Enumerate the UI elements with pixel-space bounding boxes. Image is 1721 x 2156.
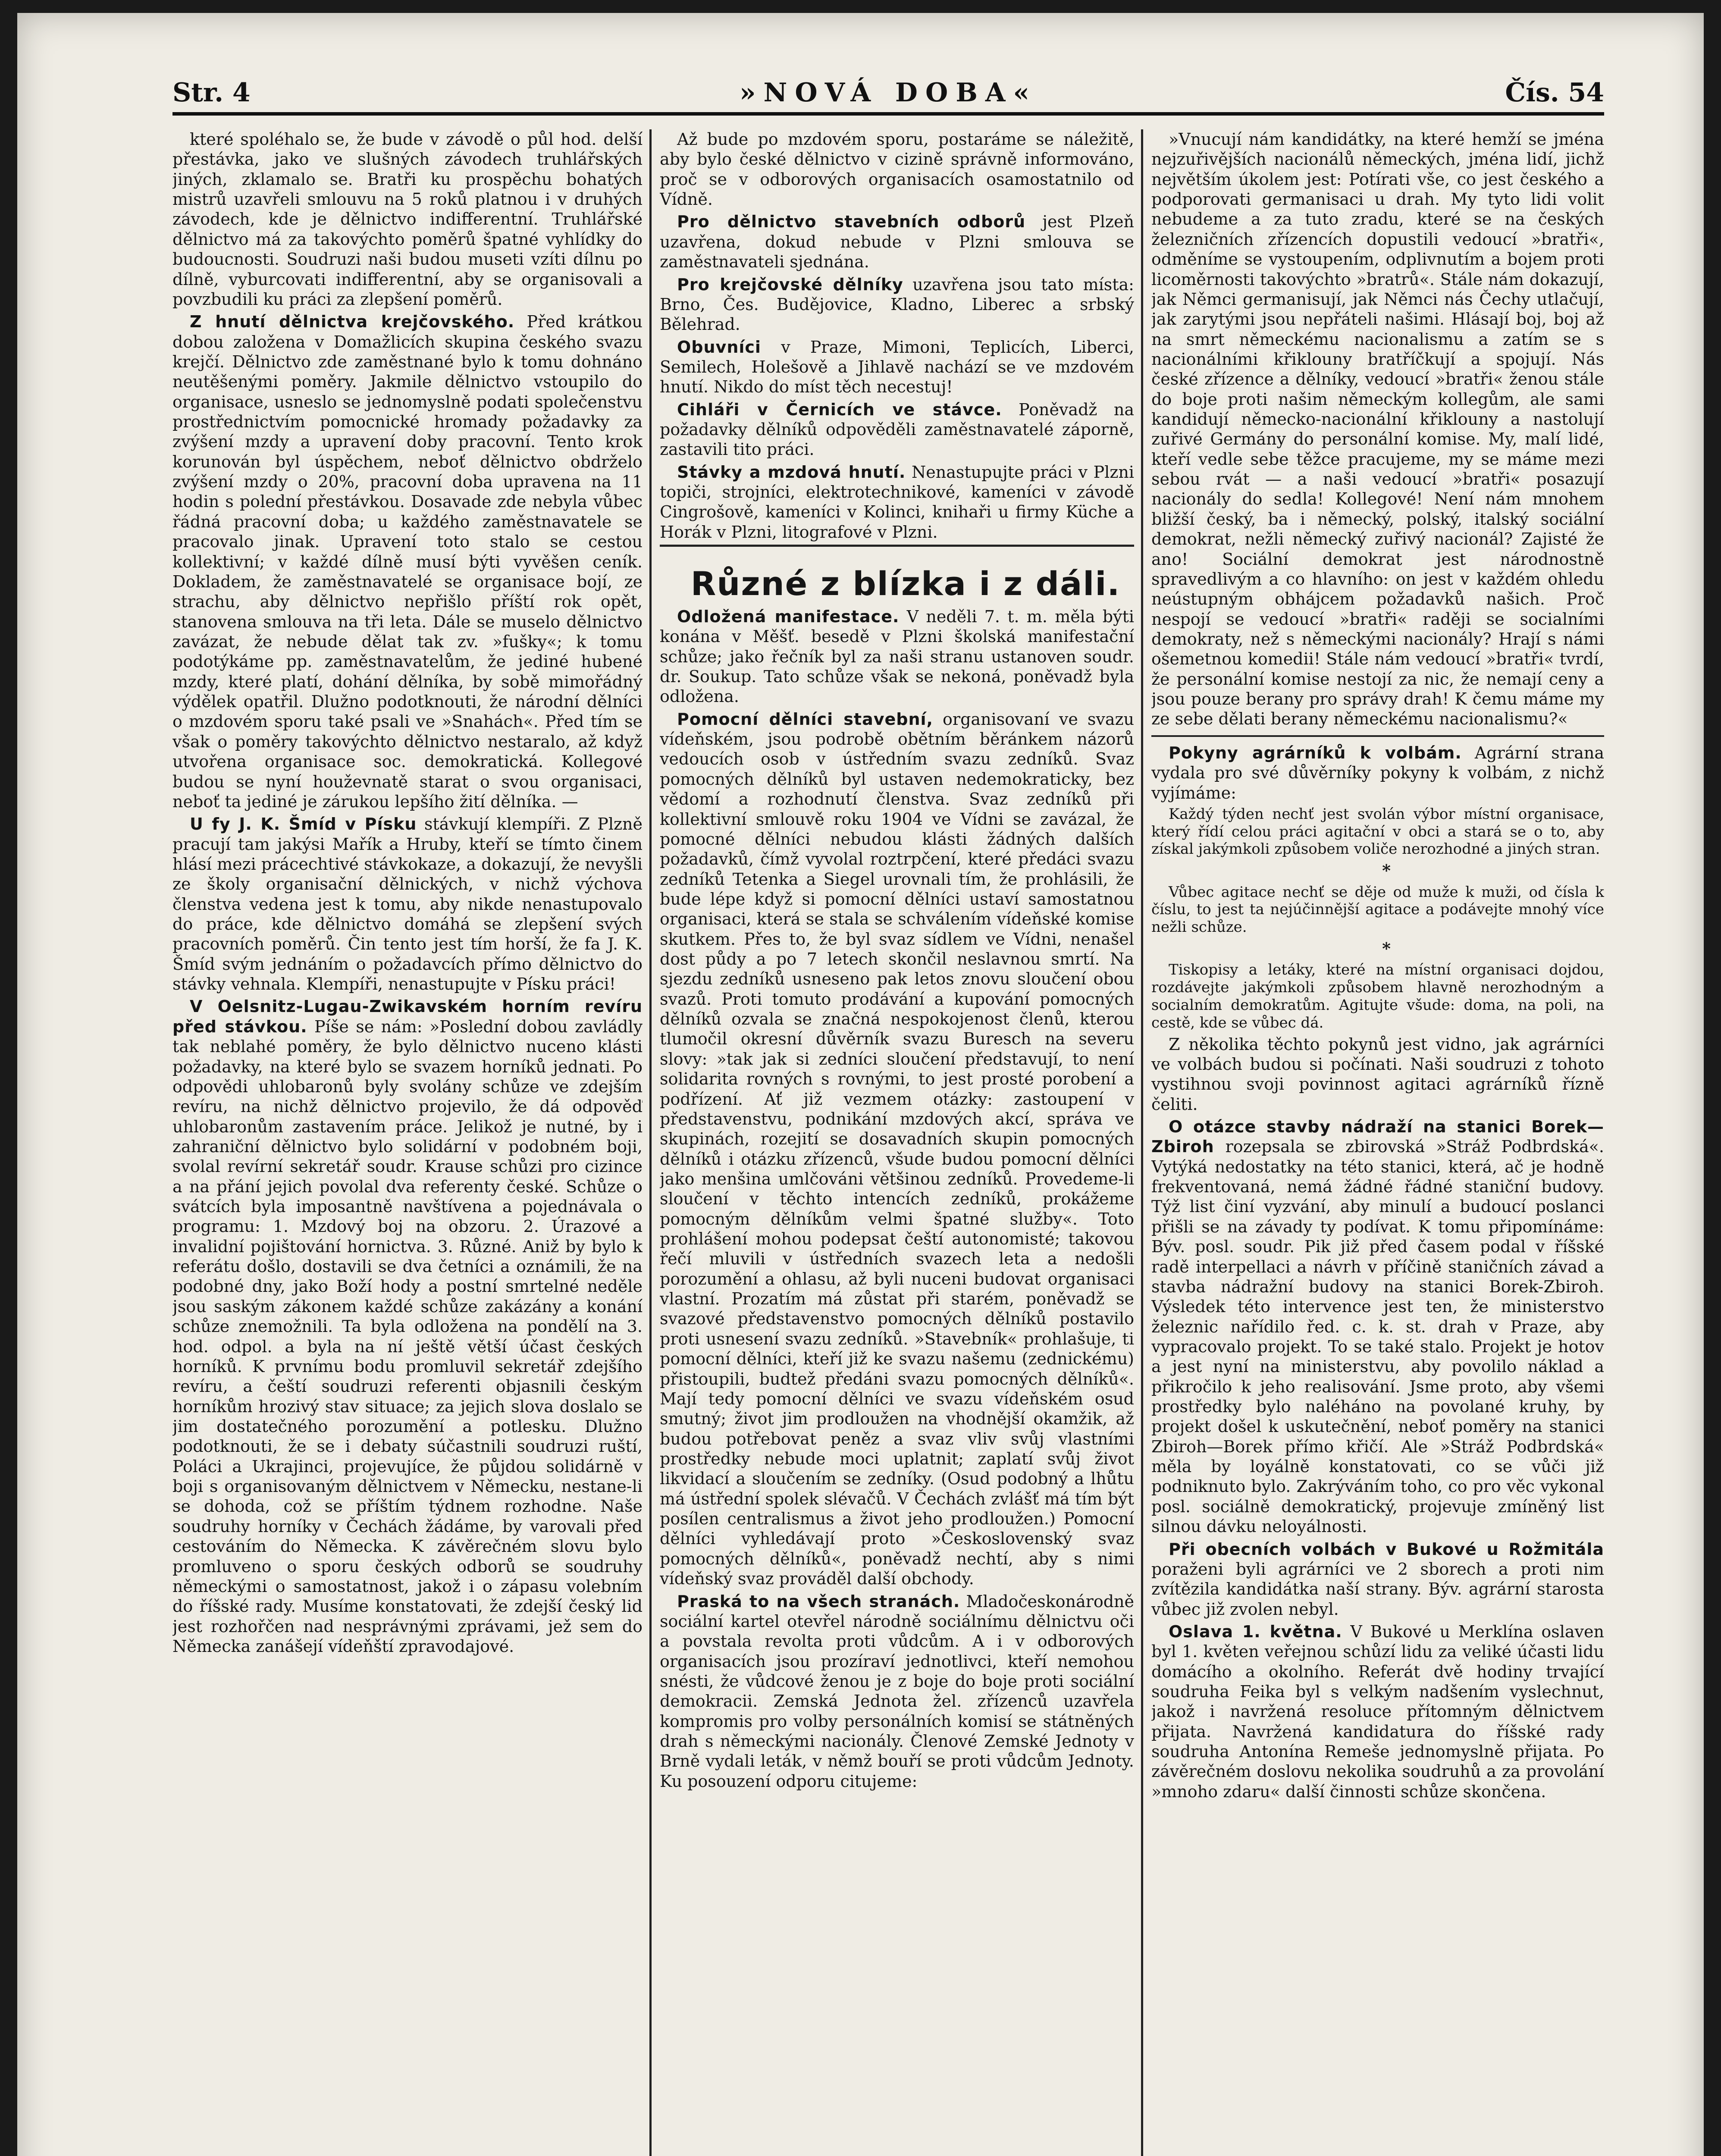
article-body: uzavřena jsou tato místa: Brno, Čes. Budějovice, Kladno, Liberec a srbský Bělehrad. xyxy=(660,275,1134,334)
article-heading: Pokyny agrárníků k volbám. xyxy=(1169,743,1462,762)
article-body: poraženi byli agrárníci ve 2 sborech a proti nim zvítězila kandidátka naší strany. Býv. agrární starosta vůbec již zvolen nebyl. xyxy=(1151,1559,1604,1619)
notice-tailors xyxy=(660,275,1134,335)
notice-strikes xyxy=(660,462,1134,542)
article-oelsnitz-strike xyxy=(172,997,643,1656)
page-number: Str. 4 xyxy=(172,78,251,108)
quoted-instruction: Tiskopisy a letáky, které na místní organisaci dojdou, rozdávejte jakýmkoli způsobem hlavně nerozhodným a socialním demokratům. Agitujte všude: doma, na poli, na cestě, kde se vůbec dá. xyxy=(1151,961,1604,1031)
article-body: V Bukové u Merklína oslaven byl 1. květen veřejnou schůzí lidu za veliké účasti lidu domácího a okolního. Referát dvě hodiny trvající soudruha Feika byl s velkým nadšením vyslechnut, jakož i navržená resoluce přítomným dělnictvem přijata. Navržená kandidatura do říšské rady soudruha Antonína Remeše jednomyslně přijata. Po závěrečném doslovu nekolika soudruhů a za provolání »mnoho zdaru« další činnosti schůze skončena. xyxy=(1151,1622,1604,1801)
article-heading: Praská to na všech stranách. xyxy=(677,1592,960,1611)
article-heading: Oslava 1. května. xyxy=(1169,1622,1342,1641)
article-may-day xyxy=(1151,1622,1604,1802)
article-bukova-elections xyxy=(1151,1539,1604,1619)
article-heading: Cihláři v Černicích ve stávce. xyxy=(677,400,1002,419)
article-construction-helpers xyxy=(660,709,1134,1589)
article-tailors-movement xyxy=(172,312,643,812)
paragraph: Z několika těchto pokynů jest vidno, jak agrárníci ve volbách budou si počínati. Naši soudruzi z tohoto vystihnou svoji povinnost agitaci agrárníků řízně čeliti. xyxy=(1151,1034,1604,1114)
page-header xyxy=(172,73,1604,116)
article-body: Poněvadž na požadavky dělníků odpověděli zaměstnavatelé záporně, zastavili tito práci. xyxy=(660,400,1134,459)
article-heading: O otázce stavby nádraží na stanici Borek—Zbiroh xyxy=(1151,1117,1604,1156)
article-body: stávkují klempíři. Z Plzně pracují tam jakýsi Mařík a Hruby, kteří se tímto činem hlásí mezi prácechtivé stávkokaze, a dokazují, že nevyšli ze školy organisační dělnických, v nichž výchova členstva vedena jest k tomu, aby nikde nenastupovalo do práce, kde dělnictvo domáhá se zlepšení svých pracovních poměrů. Čin tento jest tím horší, že fa J. K. Šmíd svým jednáním o požadavcích přímo dělnictvo do stávky vehnala. Klempíři, nenastupujte v Písku práci! xyxy=(172,815,643,994)
article-body: Mladočeskonárodně sociální kartel otevřel národně sociálnímu dělnictvu oči a povstala revolta proti vůdcům. A i v odborových organisacích jsou prozíraví jednotlivci, kteří nemohou snésti, že vůdcové ženou je z boje do boje proti sociální demokracii. Zemská Jednota žel. zřízenců uzavřela kompromis pro volby personálních komisí se státněných drah s německými nacionály. Členové Zemské Jednoty v Brně vydali leták, v němž bouří se proti vůdcům Jednoty. Ku posouzení odporu citujeme: xyxy=(660,1592,1134,1791)
column-1 xyxy=(172,129,643,2156)
article-heading: U fy J. K. Šmíd v Písku xyxy=(190,815,417,834)
article-heading: Z hnutí dělnictva krejčovského. xyxy=(190,312,515,332)
article-body: jest Plzeň uzavřena, dokud nebude v Plzni smlouva se zaměstnavateli sjednána. xyxy=(660,212,1134,272)
article-heading: Pro dělnictvo stavebních odborů xyxy=(677,212,1026,232)
article-body: v Praze, Mimoni, Teplicích, Liberci, Semilech, Holešově a Jihlavě nachází se ve mzdovém hnutí. Nikdo do míst těch necestuj! xyxy=(660,337,1134,397)
article-postponed-manifestation xyxy=(660,607,1134,707)
article-body: Píše se nám: »Poslední dobou zavládly tak neblahé poměry, že bylo dělnictvo nuceno klásti požadavky, na které bylo se svazem horníků jednati. Po odpovědi uhlobaronů byly svolány schůze ve zdejším revíru, na nichž dělnictvo projevilo, že dá odpověď uhlobaronům zastavením práce. Jelikož je nutné, by i zahraniční dělnictvo bylo solidární v podobném boji, svolal revírní sekretář soudr. Krause schůzi pro cizince a na přání jejich povolal dva referenty české. Schůze o svátcích byla imposantně navštívena a pojednávala o programu: 1. Mzdový boj na obzoru. 2. Úrazové a invalidní pojištování hornictva. 3. Různé. Aniž by bylo k referátu došlo, dostavili se dva četníci a oznámili, že na podobné dny, jako Boží hody a postní smrtelné neděle jsou saským zákonem každé schůze zakázány a konání schůze znemožnili. Ta byla odložena na pondělí na 3. hod. odpol. a byla na ní ještě větší účast českých horníků. K prvnímu bodu promluvil sekretář zdejšího revíru, a čeští soudruzi referenti objasnili českým horníkům hrozivý stav situace; za jejich slova doslalo se jim dostatečného porozumění a potlesku. Dlužno podotknouti, že se i debaty súčastnili soudruzi ruští, Poláci a Ukrajinci, projevujíce, že půjdou solidárně v boji s organisovaným dělnictvem v Německu, nestane-li se dohoda, což se příštím týdnem rozhodne. Naše soudruhy horníky v Čechách žádáme, by varovali před cestováním do Německa. K závěrečném slovu bylo promluveno o sporu českých odborů se soudruhy německými o samostatnost, jakož i o zápasu volebním do říšské rady. Musíme konstatovati, že zdejší český lid jest rozhořčen nad nesprávnými zprávami, jež sem do Německa zanášejí vídeňští zpravodajové. xyxy=(172,1017,643,1656)
column-3 xyxy=(1151,129,1604,2156)
paragraph: které spoléhalo se, že bude v závodě o půl hod. delší přestávka, jako ve slušných závodech truhlářských jiných, zklamalo se. Bratři ku prospěchu bohatých mistrů uzavřeli smlouvu na 5 roků platnou i v druhých závodech, kde je dělnictvo indifferentní. Truhlářské dělnictvo má za takovýchto poměrů špatné vyhlídky do budoucnosti. Soudruzi naši budou museti vzíti dílnu po dílně, vyburcovati indifferentní, aby se organisovali a povzbudili ku práci za zlepšení poměrů. xyxy=(172,130,643,309)
paragraph: »Vnucují nám kandidátky, na které hemží se jména nejzuřivějších nacionálů německých, jména lidí, jichž největším úkolem jest: Potírati vše, co jest českého a podporovati germanisaci u drah. My tyto lidi volit nebudeme a za tuto zradu, které se na českých železničních zřízencích dopustili vedoucí »bratři«, odměníme se vystoupením, odplivnutím a bojem proti licoměrnosti takovýchto »bratrů«. Stále nám dokazují, jak Němci germanisují, jak Němci nás Čechy utlačují, jak zarytými jsou nepřáteli našimi. Hlásají boj, boj až na smrt německému nacionalismu a zatím se s nacionálními křiklouny bratříčkují a spojují. Nás české zřízence a dělníky, vedoucí »bratři« ženou stále do boje proti našim německým kollegům, ale sami kandidují německo-nacionální křiklouny a nastolují zuřivé Germány do personální komise. My, malí lidé, kteří vedle sebe těžce pracujeme, my se máme mezi sebou rvát — a naši vedoucí »bratři« posazují nacionály do sedla! Kollegové! Není nám mnohem bližší český, ba i německý, polský, italský sociální demokrat, nežli německý zuřivý nacionál? Zajisté že ano! Sociální demokrat jest národnostně spravedlivým a co hlavního: on jest v každém ohledu neústupným obhájcem požadavků našich. Proč nespojí se vedoucí »bratři« raději se socialními demokraty, než s německými nacionály? Hrají s námi ošemetnou komedii! Stále nám vedoucí »bratři« tvrdí, že personální komise nestojí za nic, že nemají ceny a jsou pouze berany pro správy drah! K čemu máme my ze sebe dělati berany německému nacionalismu?« xyxy=(1151,130,1604,729)
section-title: Různé z blízka i z dáli. xyxy=(660,545,1134,604)
article-cracking xyxy=(660,1592,1134,1792)
article-heading: Odložená manifestace. xyxy=(677,607,900,626)
separator-star: * xyxy=(1382,861,1391,881)
quoted-instruction: Každý týden nechť jest svolán výbor místní organisace, který řídí celou práci agitační v obci a stará se o to, aby získal jakýmkoli způsobem voliče nerozhodné a jiných stran. xyxy=(1151,805,1604,858)
newspaper-title: »NOVÁ DOBA« xyxy=(740,78,1037,108)
notice-construction xyxy=(660,212,1134,272)
article-body: Před krátkou dobou založena v Domažlicích skupina českého svazu krejčí. Dělnictvo zde zaměstnané bylo k tomu dohnáno neutěšenými poměry. Jakmile dělnictvo vstoupilo do organisace, usneslo se jednomyslně podati společenstvu prostřednictvím pomocnické hromady požadavky za zvýšení mzdy a upravení doby pracovní. Tento krok korunován byl úspěchem, neboť dělnictvo obdrželo zvýšení mzdy o 20%, pracovní doba upravena na 11 hodin s polední přestávkou. Dosavade zde nebyla vůbec řádná pracovní doba; u každého zaměstnavatele se pracovalo jinak. Upravení toto stalo se cestou kollektivní; v každé dílně musí býti vyvěšen ceník. Dokladem, že zaměstnavatelé se organisace bojí, ze strachu, aby dělnictvo nepřišlo příští rok opět, stanovena smlouva na tři leta. Dále se muselo dělnictvo zavázat, že nebude dělat tak zv. »fušky«; k tomu podotýkáme pp. zaměstnavatelům, že jediné hubené mzdy, které platí, dohání dělníka, by sobě mimořádný výdělek opatřil. Dlužno podotknouti, že národní dělníci o mzdovém sporu také psali ve »Snahách«. Před tím se však o poměry takovýchto dělnictvo nestaralo, až když utvořena organisace soc. demokratická. Kollegové budou se nyní houževnatě starat o svou organisaci, neboť ta jediné je zárukou lepšího žití dělníka. — xyxy=(172,312,643,811)
separator-star: * xyxy=(1382,939,1391,958)
article-agrarian-instructions xyxy=(1151,743,1604,803)
article-body: V neděli 7. t. m. měla býti konána v Měšť. besedě v Plzni školská manifestační schůze; jako řečník byl za naši stranu ustanoven soudr. dr. Soukup. Tato schůze však se nekoná, poněvadž byla odložena. xyxy=(660,607,1134,706)
article-heading: V Oelsnitz-Lugau-Zwikavském horním revíru před stávkou. xyxy=(172,997,643,1036)
issue-number: Čís. 54 xyxy=(1505,78,1604,108)
article-body: rozepsala se zbirovská »Stráž Podbrdská«. Vytýká nedostatky na této stanici, která, ač je hodně frekventovaná, nemá žádné řádné staniční budovy. Týž list činí vyzvání, aby minulí a budoucí poslanci přišli se na závady ty podívat. K tomu připomínáme: Býv. posl. soudr. Pik již před časem podal v říšské radě interpellaci a návrh v příčině staničních závad a stavba nádražní budovy na stanici Borek-Zbiroh. Výsledek této intervence jest ten, že ministerstvo železnic nařídilo řed. c. k. st. drah v Praze, aby vypracovalo projekt. To se také stalo. Projekt je hotov a jest nyní na ministerstvu, aby povolilo náklad a přikročilo k jeho realisování. Jsme proto, aby všemi prostředky bylo naléháno na povolané kruhy, by projekt došel k uskutečnění, neboť poměry na stanici Zbiroh—Borek přímo křičí. Ale »Stráž Podbrdská« měla by loyálně konstatovati, co se vůči již podniknuto bylo. Zakrýváním toho, co pro věc vykonal posl. sociálně demokratický, projevuje zmíněný list silnou dávku neloyálnosti. xyxy=(1151,1137,1604,1536)
divider xyxy=(1151,735,1604,737)
article-body: Nenastupujte práci v Plzni topiči, strojníci, elektrotechnikové, kameníci v závodě Cingrošově, kameníci v Kolinci, knihaři u firmy Küche a Horák v Plzni, litografové v Plzni. xyxy=(660,462,1134,542)
notice-brickmakers xyxy=(660,400,1134,460)
article-smid-pisek xyxy=(172,814,643,994)
article-borek-zbiroh xyxy=(1151,1117,1604,1537)
column-rule xyxy=(649,129,652,2156)
article-heading: Při obecních volbách v Bukové u Rožmitála xyxy=(1169,1539,1604,1559)
quoted-instruction: Vůbec agitace nechť se děje od muže k muži, od čísla k číslu, to jest ta nejúčinnější agitace a podávejte mnohý více nežli schůze. xyxy=(1151,883,1604,936)
article-heading: Pomocní dělníci stavební, xyxy=(677,709,933,729)
article-heading: Obuvníci xyxy=(677,337,761,357)
article-body: organisovaní ve svazu vídeňském, jsou podrobě obětním běránkem názorů vedoucích osob v ústředním svazu zedníků. Svaz pomocných dělníků byl ustaven nedemokraticky, bez vědomí a rozhodnutí členstva. Svaz zedníků při kollektivní smlouvě roku 1904 ve Vídni se zavázal, že pomocné dělníci nebudou klásti žádných dalších požadavků, čímž vyvolal roztrpčení, které předáci svazu zedníků Tetenka a Siegel urovnali tím, že prohlásili, že bude lépe když si pomocní dělníci ustaví samostatnou organisaci, která se stala se schválením vídeňské komise skutkem. Přes to, že byl svaz sídlem ve Vídni, nenašel dost půdy a po 7 letech skončil neslavnou smrtí. Na sjezdu zedníků usneseno pak letos znovu sloučení obou svazů. Proti tomuto prodávání a kupování pomocných dělníků ozvala se značná nespokojenost členů, kterou tlumočil okresní důvěrník svazu Buresch na severu slovy: »tak jak si zedníci sloučení představují, to není solidarita rovných s rovnými, to jest prosté porobení a podřízení. Ať již vezmem otázky: zastoupení v představenstvu, podnikání mzdových akcí, správa ve skupinách, rozejití se dosavadních skupin pomocných dělníků i otázku zřízenců, všude budou pomocní dělníci jako menšina umlčováni většinou zedníků. Provedeme-li sloučení v těchto intencích zedníků, prokážeme pomocným dělníkům velmi špatné služby«. Toto prohlášení mohou podepsat čeští autonomisté; takovou řečí mluvili v ústředních svazech leta a nedošli porozumění a ohlasu, až byli nuceni budovat organisaci vlastní. Prozatím má zůstat při starém, poněvadž se svazové představenstvo pomocných dělníků postavilo proti usnesení svazu zedníků. »Stavebník« prohlašuje, ti pomocní dělníci, kteří již ke svazu našemu (zednickému) přistoupili, budtež předáni svazu pomocných dělníků«. Mají tedy pomocní dělníci ve svazu vídeňském osud smutný; život jim prodloužen na vhodnější okamžik, až budou potřebovat peněz a svaz vliv svůj vlastními prostředky nebude moci uplatnit; zaplatí svůj život likvidací a sloučením se zedníky. (Osud podobný a lhůtu má ústřední spolek slévačů. V Čechách zvlášť má tím být posílen centralismus a život jeho prodloužen.) Pomocní dělníci vyhledávají proto »Československý svaz pomocných dělníků«, poněvadž nechtí, aby s nimi vídeňský svaz prováděl další obchody. xyxy=(660,709,1134,1589)
article-heading: Stávky a mzdová hnutí. xyxy=(677,462,906,482)
article-heading: Pro krejčovské dělníky xyxy=(677,275,903,294)
column-2 xyxy=(660,129,1134,2156)
notice-shoemakers xyxy=(660,337,1134,397)
paragraph: Až bude po mzdovém sporu, postaráme se náležitě, aby bylo české dělnictvo v cizině správně informováno, proč se v odborových organisacích osamostatnilo od Vídně. xyxy=(660,130,1134,209)
column-rule xyxy=(1141,129,1143,2156)
article-body: Agrární strana vydala pro své důvěrníky pokyny k volbám, z nichž vyjímáme: xyxy=(1151,743,1604,802)
newspaper-page xyxy=(17,13,1704,2156)
